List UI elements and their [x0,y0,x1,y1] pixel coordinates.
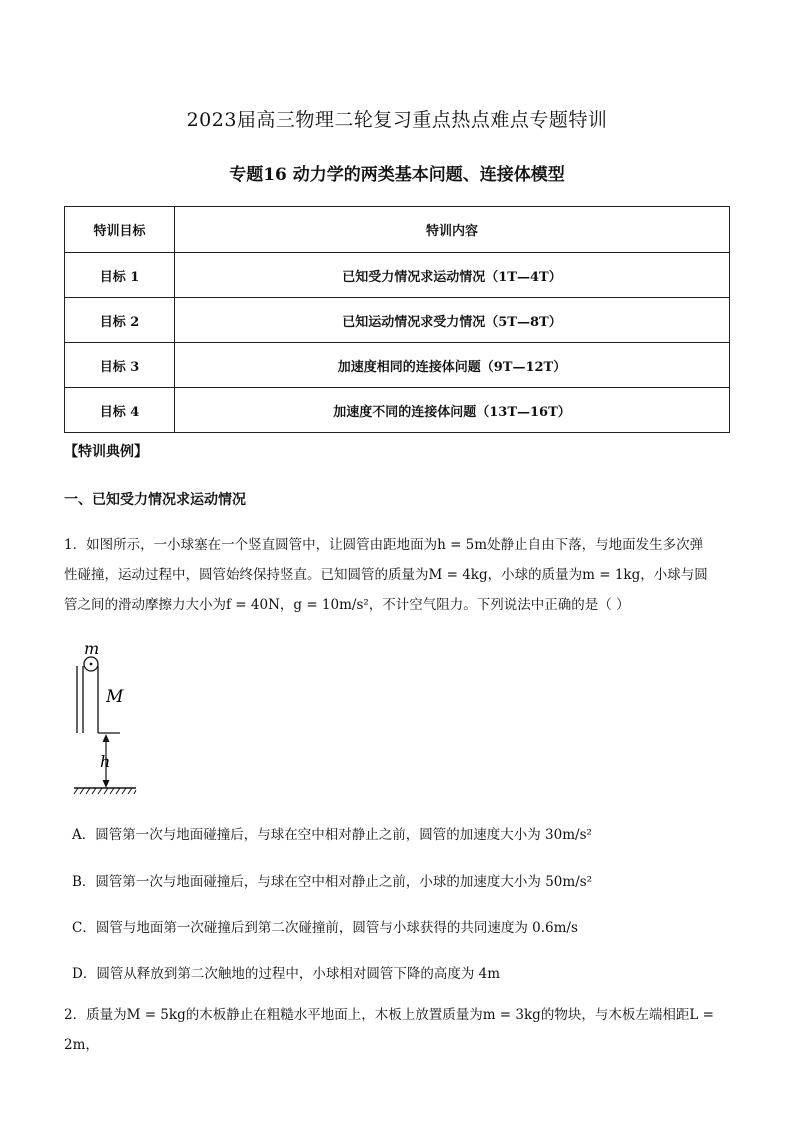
question-1-line: 性碰撞，运动过程中，圆管始终保持竖直。已知圆管的质量为M = 4kg，小球的质量为m = 1kg，小球与圆 [64,567,708,583]
ball-center-dot [90,663,93,666]
question-1-figure [70,638,160,803]
figure-label-m: m [84,639,100,658]
question-1-line: 1．如图所示，一小球塞在一个竖直圆管中，让圆管由距地面为h = 5m处静止自由下落，与地面发生多次弹 [64,537,704,553]
question-1-line: 管之间的滑动摩擦力大小为f = 40N，g = 10m/s²，不计空气阻力。下列说法中正确的是（ ） [64,597,630,613]
section-header: 【特训典例】 [64,444,148,460]
table-row [65,298,730,343]
option-a: A．圆管第一次与地面碰撞后，与球在空中相对静止之前，圆管的加速度大小为 30m/s² [72,827,592,843]
arrow-down-icon [103,780,110,788]
question-2-line: 2．质量为M = 5kg的木板静止在粗糙水平地面上，木板上放置质量为m = 3kg的物块，与木板左端相距L = 2m， [64,1007,714,1053]
option-d: D．圆管从释放到第二次触地的过程中，小球相对圆管下降的高度为 4m [72,966,501,982]
question-2-text [64,1000,744,1060]
table-row [65,343,730,388]
table-header-target: 特训目标 [65,207,175,253]
figure-label-M: M [106,687,124,707]
option-c: C．圆管与地面第一次碰撞后到第二次碰撞前，圆管与小球获得的共同速度为 0.6m/s [72,920,578,936]
table-cell-target: 目标 1 [65,253,175,298]
arrow-up-icon [103,734,110,742]
table-cell-target: 目标 2 [65,298,175,343]
table-cell-content: 已知受力情况求运动情况（1T—4T） [175,253,730,298]
table-header-content: 特训内容 [175,207,730,253]
document-subtitle: 专题16 动力学的两类基本问题、连接体模型 [229,165,565,185]
goals-table [64,206,730,433]
table-row [65,388,730,433]
table-cell-content: 加速度不同的连接体问题（13T—16T） [175,388,730,433]
figure-label-h: h [100,752,111,771]
table-cell-content: 加速度相同的连接体问题（9T—12T） [175,343,730,388]
option-b: B．圆管第一次与地面碰撞后，与球在空中相对静止之前，小球的加速度大小为 50m/s² [72,874,593,890]
question-1-text [64,530,744,620]
table-cell-target: 目标 4 [65,388,175,433]
table-row [65,253,730,298]
ground-hatching [74,788,136,794]
table-header-row [65,207,730,253]
document-title: 2023届高三物理二轮复习重点热点难点专题特训 [186,109,608,131]
section-heading-1: 一、已知受力情况求运动情况 [64,492,246,508]
table-cell-content: 已知运动情况求受力情况（5T—8T） [175,298,730,343]
table-cell-target: 目标 3 [65,343,175,388]
